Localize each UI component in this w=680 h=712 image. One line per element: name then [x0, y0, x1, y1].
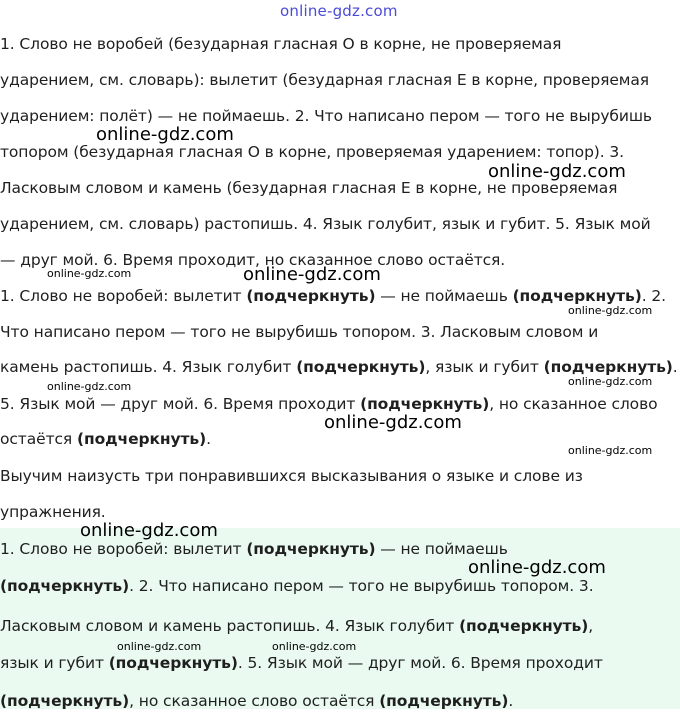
text-segment: . 2.: [641, 287, 666, 305]
text-segment: .: [206, 430, 211, 448]
underline-mark: (подчеркнуть): [459, 617, 589, 635]
underline-mark: (подчеркнуть): [0, 692, 130, 710]
underline-mark: (подчеркнуть): [246, 540, 376, 558]
annotated-text-line-3: ударением: полёт) — не поймаешь. 2. Что написано пером — того не вырубишь: [0, 107, 652, 125]
answer-line-4: [0, 652, 603, 674]
watermark: online-gdz.com: [117, 640, 202, 653]
annotated-text-line-1: 1. Слово не воробей (безударная гласная О в корне, не проверяемая: [0, 35, 562, 53]
underline-mark: (подчеркнуть): [543, 358, 673, 376]
text-segment: .: [508, 692, 514, 710]
watermark: online-gdz.com: [96, 124, 234, 145]
annotated-text-line-4: топором (безударная гласная О в корне, проверяемая ударением: топор). 3.: [0, 143, 624, 161]
text-segment: .: [672, 358, 678, 376]
text-segment: 5. Язык мой — друг мой. 6. Время проходит: [0, 395, 361, 413]
watermark: online-gdz.com: [324, 412, 462, 433]
text-segment: . 5. Язык мой — друг мой. 6. Время проходит: [237, 654, 603, 672]
watermark: online-gdz.com: [568, 304, 653, 317]
marked-text-line-2: Что написано пером — того не вырубишь топором. 3. Ласковым словом и: [0, 323, 599, 341]
text-segment: 1. Слово не воробей: вылетит: [0, 287, 247, 305]
watermark: online-gdz.com: [47, 380, 132, 393]
annotated-text-line-5: Ласковым словом и камень (безударная гласная Е в корне, не проверяемая: [0, 179, 618, 197]
text-segment: Ласковым словом и камень растопишь. 4. Язык голубит: [0, 617, 460, 635]
marked-text-line-1: [0, 285, 666, 307]
answer-line-1: [0, 538, 508, 560]
underline-mark: (подчеркнуть): [76, 430, 207, 448]
underline-mark: (подчеркнуть): [108, 654, 238, 672]
watermark: online-gdz.com: [80, 520, 218, 541]
watermark-top[interactable]: online-gdz.com: [280, 2, 398, 20]
underline-mark: (подчеркнуть): [246, 287, 376, 305]
underline-mark: (подчеркнуть): [379, 692, 509, 710]
underline-mark: (подчеркнуть): [0, 577, 130, 595]
underline-mark: (подчеркнуть): [296, 358, 426, 376]
text-segment: — не поймаешь: [375, 540, 508, 558]
text-segment: 1. Слово не воробей: вылетит: [0, 540, 247, 558]
text-segment: — не поймаешь: [375, 287, 513, 305]
text-segment: ,: [588, 617, 594, 635]
text-segment: камень растопишь. 4. Язык голубит: [0, 358, 297, 376]
text-segment: , язык и губит: [425, 358, 544, 376]
watermark: online-gdz.com: [47, 267, 132, 280]
watermark: online-gdz.com: [568, 444, 653, 457]
underline-mark: (подчеркнуть): [512, 287, 642, 305]
text-segment: , но сказанное слово остаётся: [129, 692, 380, 710]
watermark: online-gdz.com: [488, 161, 626, 182]
annotated-text-line-6: ударением, см. словарь) растопишь. 4. Язык голубит, язык и губит. 5. Язык мой: [0, 215, 651, 233]
instruction-line-2: упражнения.: [0, 503, 106, 521]
marked-text-line-5: [0, 428, 211, 450]
text-segment: остаётся: [0, 430, 77, 448]
watermark: online-gdz.com: [243, 264, 381, 285]
watermark: online-gdz.com: [568, 375, 653, 388]
text-segment: , но сказанное слово: [489, 395, 658, 413]
instruction-line-1: Выучим наизусть три понравившихся высказывания о языке и слове из: [0, 467, 583, 485]
annotated-text-line-2: ударением, см. словарь): вылетит (безударная гласная Е в корне, проверяемая: [0, 71, 649, 89]
underline-mark: (подчеркнуть): [360, 395, 490, 413]
watermark: online-gdz.com: [272, 640, 357, 653]
annotated-text-line-7: — друг мой. 6. Время проходит, но сказанное слово остаётся.: [0, 251, 506, 269]
text-segment: язык и губит: [0, 654, 109, 672]
answer-line-3: [0, 615, 593, 637]
text-segment: . 2. Что написано пером — того не вырубишь топором. 3.: [129, 577, 594, 595]
watermark: online-gdz.com: [468, 557, 606, 578]
